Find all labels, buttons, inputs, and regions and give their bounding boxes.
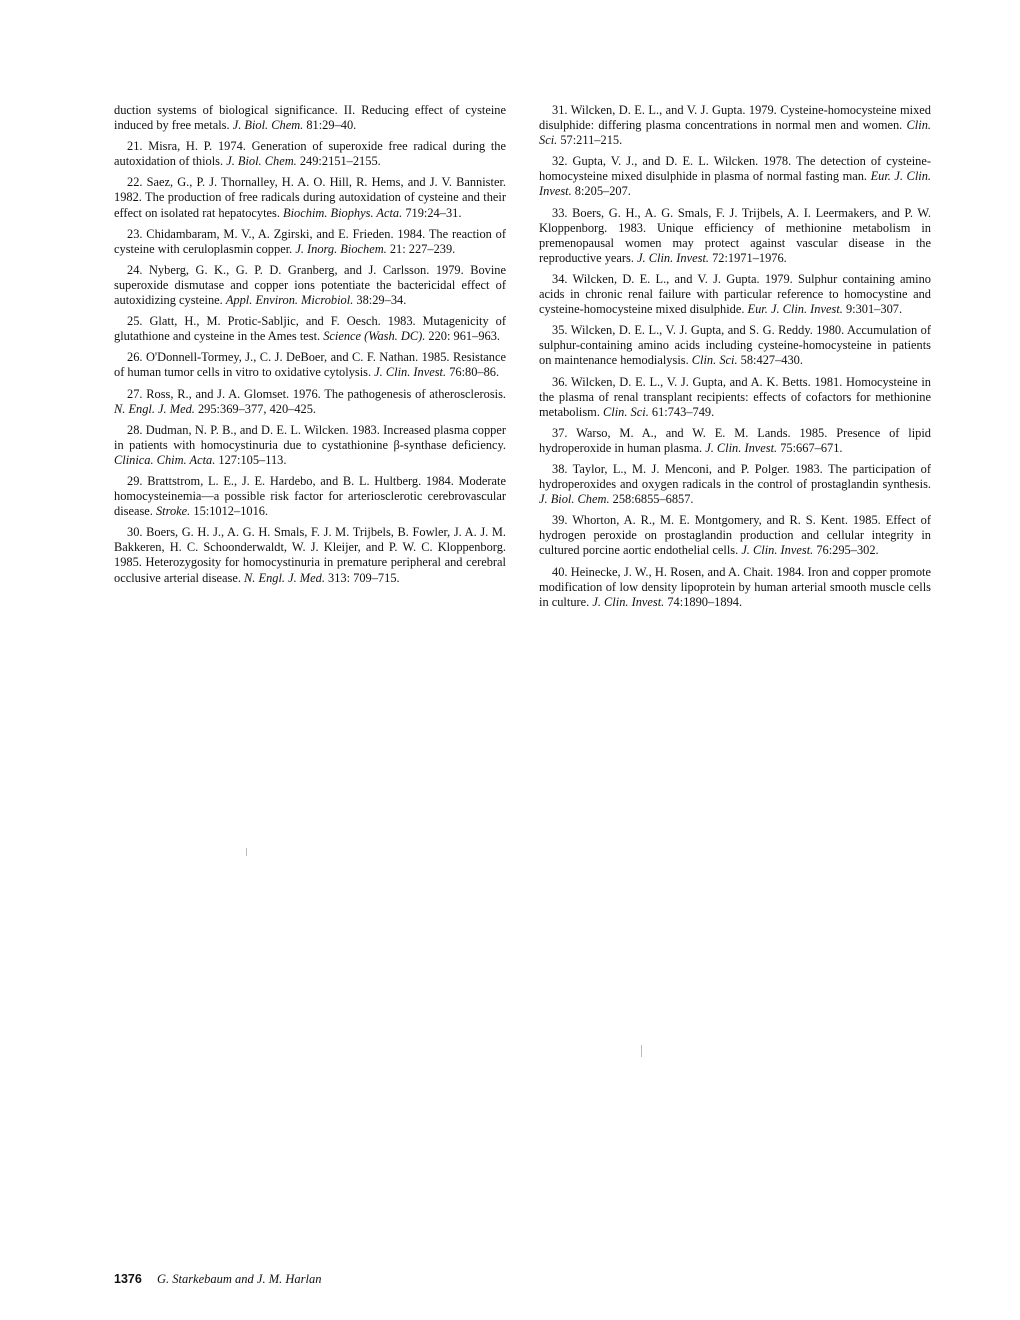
reference-entry [539,462,931,507]
journal-name: J. Clin. Invest. [374,365,447,380]
reference-citation: 38:29–34. [353,293,407,308]
reference-citation: 719:24–31. [402,205,462,220]
reference-entry [539,103,931,148]
reference-text: 34. Wilcken, D. E. L., and V. J. Gupta. 1979. Sulphur containing amino acids in chronic renal failure with particular reference to homocystine and cysteine-homocysteine mixed disulphide. [539,271,931,317]
reference-text: 38. Taylor, L., M. J. Menconi, and P. Polger. 1983. The participation of hydroperoxides and oxygen radicals in the control of prostaglandin synthesis. [539,461,931,492]
reference-citation: 220: 961–963. [425,329,501,344]
reference-entry [539,375,931,420]
reference-citation: 76:295–302. [813,543,879,558]
reference-citation: 76:80–86. [446,365,500,380]
reference-entry [114,103,506,133]
reference-citation: 313: 709–715. [324,570,400,585]
reference-entry [539,565,931,610]
reference-entry [114,474,506,519]
reference-citation: 15:1012–1016. [190,504,269,519]
journal-name: Eur. J. Clin. Invest. [747,302,843,317]
reference-text: 25. Glatt, H., M. Protic-Sabljic, and F. Oesch. 1983. Mutagenicity of glutathione and cysteine in the Ames test. [114,314,506,344]
reference-citation: 74:1890–1894. [664,594,743,609]
journal-name: J. Clin. Invest. [637,250,709,265]
journal-name: Stroke. [155,504,191,519]
reference-entry [114,387,506,417]
reference-text: duction systems of biological significance. II. Reducing effect of cysteine induced by free metals. [114,103,506,133]
reference-entry [114,139,506,169]
reference-entry [539,513,931,558]
reference-citation: 75:667–671. [777,440,843,455]
reference-citation: 249:2151–2155. [296,154,381,169]
journal-name: J. Biol. Chem. [226,154,297,169]
reference-entry [114,525,506,585]
journal-name: J. Clin. Invest. [741,543,814,558]
reference-text: 30. Boers, G. H. J., A. G. H. Smals, F. J. M. Trijbels, B. Fowler, J. A. J. M. Bakkeren, H. C. Schoonderwaldt, W. J. Kleijer, and P. W. C. Kloppenborg. 1985. Heterozygosity for homocystinuria in premature peripheral and cerebral occlusive arterial disease. [114,525,506,585]
journal-name: N. Engl. J. Med. [114,401,195,416]
reference-text: 39. Whorton, A. R., M. E. Montgomery, and R. S. Kent. 1985. Effect of hydrogen peroxide on prostaglandin production and cellular integrity in cultured porcine aortic endothelial cells. [539,513,931,558]
reference-text: 33. Boers, G. H., A. G. Smals, F. J. Trijbels, A. I. Leermakers, and P. W. Kloppenborg. 1983. Unique efficiency of methionine metabolism in premenopausal women may protect against vascular disease in the reproductive years. [539,205,931,265]
journal-name: N. Engl. J. Med. [244,570,325,585]
page-footer [114,1272,322,1287]
reference-text: 40. Heinecke, J. W., H. Rosen, and A. Chait. 1984. Iron and copper promote modification of low density lipoprotein by human arterial smooth muscle cells in culture. [539,564,931,609]
left-column [114,103,506,592]
reference-citation: 295:369–377, 420–425. [194,401,317,416]
journal-name: J. Clin. Invest. [592,594,665,609]
journal-name: Clinica. Chim. Acta. [114,452,216,467]
journal-name: Clin. Sci. [539,118,931,148]
reference-text: 24. Nyberg, G. K., G. P. D. Granberg, and J. Carlsson. 1979. Bovine superoxide dismutase and copper ions potentiate the bactericidal effect of autoxidizing cysteine. [114,262,506,308]
reference-citation: 61:743–749. [648,404,715,419]
reference-citation: 81:29–40. [303,118,357,133]
reference-entry [114,263,506,308]
journal-name: J. Clin. Invest. [705,440,778,455]
reference-entry [539,154,931,199]
reference-text: 28. Dudman, N. P. B., and D. E. L. Wilcken. 1983. Increased plasma copper in patients with homocystinuria due to cystathionine β-synthase deficiency. [114,422,506,452]
reference-text: 29. Brattstrom, L. E., J. E. Hardebo, and B. L. Hultberg. 1984. Moderate homocysteinemia—a possible risk factor for arteriosclerotic cerebrovascular disease. [114,473,506,519]
reference-entry [539,426,931,456]
reference-entry [539,272,931,317]
reference-citation: 9:301–307. [842,302,903,317]
reference-citation: 127:105–113. [215,452,287,467]
reference-citation: 72:1971–1976. [708,250,787,265]
reference-text: 32. Gupta, V. J., and D. E. L. Wilcken. 1978. The detection of cysteine-homocysteine mixed disulphide in plasma of normal fasting man. [539,154,931,184]
reference-entry [114,423,506,468]
reference-citation: 21: 227–239. [386,241,456,256]
journal-name: J. Biol. Chem. [232,118,304,133]
scan-speck [641,1045,642,1057]
reference-text: 36. Wilcken, D. E. L., V. J. Gupta, and A. K. Betts. 1981. Homocysteine in the plasma of renal transplant recipients: effects of cofactors for methionine metabolism. [539,374,931,419]
journal-name: Appl. Environ. Microbiol. [225,293,354,308]
reference-text: 37. Warso, M. A., and W. E. M. Lands. 1985. Presence of lipid hydroperoxide in human plasma. [539,425,931,455]
reference-citation: 58:427–430. [737,353,803,368]
journal-name: Clin. Sci. [603,404,649,419]
journal-name: J. Biol. Chem. [539,492,610,507]
reference-citation: 8:205–207. [571,184,631,199]
reference-citation: 258:6855–6857. [609,492,694,507]
reference-text: 35. Wilcken, D. E. L., V. J. Gupta, and S. G. Reddy. 1980. Accumulation of sulphur-containing amino acids including cysteine-homocysteine in patients on maintenance hemodialysis. [539,323,931,368]
journal-name: Biochim. Biophys. Acta. [283,205,403,220]
journal-name: J. Inorg. Biochem. [295,241,387,256]
reference-text: 31. Wilcken, D. E. L., and V. J. Gupta. 1979. Cysteine-homocysteine mixed disulphide: differing plasma concentrations in normal men and women. [539,103,931,133]
reference-text: 27. Ross, R., and J. A. Glomset. 1976. The pathogenesis of atherosclerosis. [127,386,506,401]
journal-name: Eur. J. Clin. Invest. [539,169,932,199]
reference-entry [114,227,506,257]
running-authors: G. Starkebaum and J. M. Harlan [156,1272,322,1286]
reference-entry [114,175,506,220]
reference-text: 21. Misra, H. P. 1974. Generation of superoxide free radical during the autoxidation of thiols. [114,139,506,169]
reference-text: 26. O'Donnell-Tormey, J., C. J. DeBoer, and C. F. Nathan. 1985. Resistance of human tumor cells in vitro to oxidative cytolysis. [114,350,506,380]
reference-entry [114,350,506,380]
reference-text: 23. Chidambaram, M. V., A. Zgirski, and E. Frieden. 1984. The reaction of cysteine with ceruloplasmin copper. [114,226,506,256]
reference-entry [539,206,931,266]
reference-entry [539,323,931,368]
scan-speck [246,848,247,856]
journal-name: Clin. Sci. [691,353,738,368]
right-column [539,103,931,616]
reference-entry [114,314,506,344]
page-number: 1376 [114,1272,142,1286]
reference-text: 22. Saez, G., P. J. Thornalley, H. A. O. Hill, R. Hems, and J. V. Bannister. 1982. The production of free radicals during autoxidation of cysteine and their effect on isolated rat hepatocytes. [114,175,506,220]
journal-name: Science (Wash. DC). [323,329,426,344]
reference-citation: 57:211–215. [557,133,623,148]
